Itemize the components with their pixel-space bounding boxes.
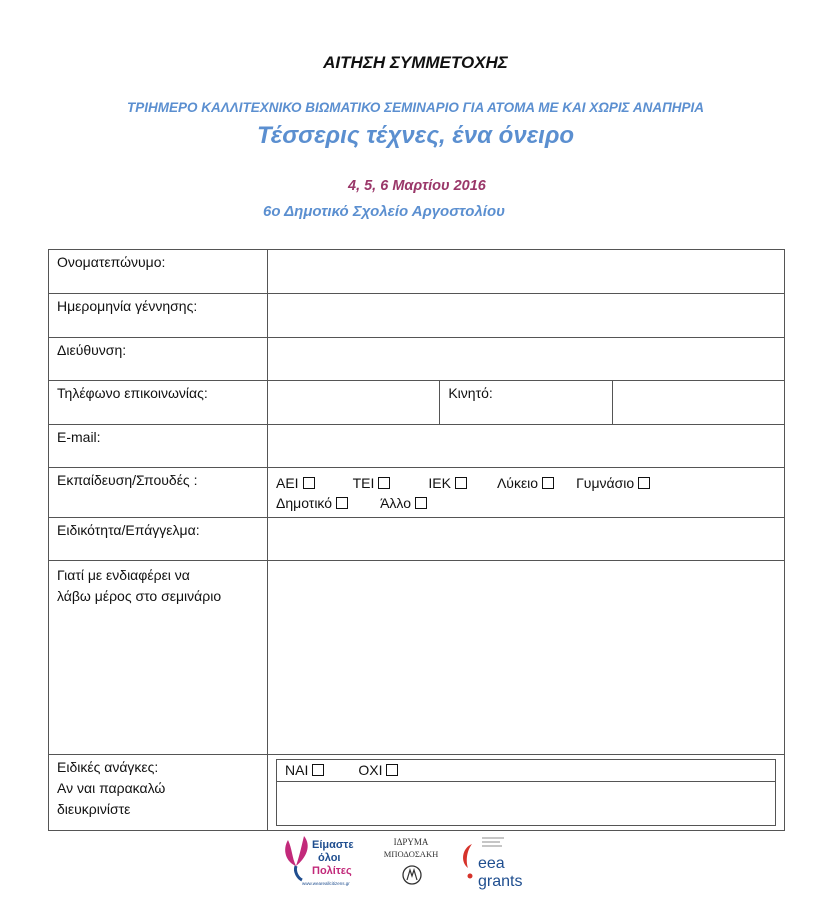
form-row-name bbox=[49, 250, 785, 294]
checkbox-icon[interactable] bbox=[542, 477, 554, 489]
checkbox-icon[interactable] bbox=[378, 477, 390, 489]
name-field[interactable] bbox=[268, 250, 785, 294]
mobile-field[interactable] bbox=[612, 381, 784, 425]
why-label bbox=[49, 561, 268, 755]
why-field[interactable] bbox=[268, 561, 785, 755]
bodossaki-emblem-mark bbox=[407, 870, 417, 880]
sponsor-logos bbox=[282, 832, 544, 892]
checkbox-icon[interactable] bbox=[336, 497, 348, 509]
name-label: Ονοματεπώνυμο: bbox=[49, 250, 268, 294]
citizens-logo-line1: Είμαστε bbox=[312, 839, 354, 851]
bodossaki-logo bbox=[384, 837, 438, 884]
birthdate-field[interactable] bbox=[268, 294, 785, 338]
application-form bbox=[48, 249, 785, 831]
education-option-aei[interactable]: ΑΕΙ bbox=[276, 473, 315, 493]
special-needs-hint-line2: διευκρινίστε bbox=[57, 801, 131, 817]
citizens-logo-line3: Πολίτες bbox=[312, 865, 352, 877]
eea-logo-dot-icon bbox=[468, 874, 473, 879]
why-label-line1: Γιατί με ενδιαφέρει να bbox=[57, 567, 190, 583]
profession-field[interactable] bbox=[268, 518, 785, 561]
special-needs-label-text: Ειδικές ανάγκες: bbox=[57, 759, 159, 775]
checkbox-icon[interactable] bbox=[415, 497, 427, 509]
citizens-logo-url: www.weareallcitizens.gr bbox=[302, 881, 350, 886]
form-row-special-needs bbox=[49, 755, 785, 831]
special-needs-cell bbox=[268, 755, 785, 831]
education-option-lykeio[interactable]: Λύκειο bbox=[497, 473, 554, 493]
checkbox-icon[interactable] bbox=[386, 764, 398, 776]
education-option-allo[interactable]: Άλλο bbox=[380, 493, 427, 513]
special-needs-details-field[interactable] bbox=[277, 782, 776, 826]
eea-logo-line1: eea bbox=[478, 855, 505, 872]
seminar-headline: Τέσσερις τέχνες, ένα όνειρο bbox=[256, 122, 575, 149]
education-option-iek[interactable]: ΙΕΚ bbox=[428, 473, 467, 493]
mobile-label: Κινητό: bbox=[440, 381, 612, 425]
bodossaki-logo-line2: ΜΠΟΔΟΣΑΚΗ bbox=[383, 849, 439, 859]
email-field[interactable] bbox=[268, 425, 785, 468]
special-needs-choices bbox=[277, 760, 776, 782]
form-row-birthdate bbox=[49, 294, 785, 338]
address-field[interactable] bbox=[268, 338, 785, 381]
education-label: Εκπαίδευση/Σπουδές : bbox=[49, 468, 268, 518]
form-row-address bbox=[49, 338, 785, 381]
citizens-logo-right-shape bbox=[296, 836, 308, 866]
special-needs-no[interactable]: ΟΧΙ bbox=[358, 762, 398, 778]
special-needs-hint-line1: Αν ναι παρακαλώ bbox=[57, 780, 166, 796]
special-needs-label bbox=[49, 755, 268, 831]
eea-logo-line2: grants bbox=[478, 873, 523, 890]
education-option-dimotiko[interactable]: Δημοτικό bbox=[276, 493, 348, 513]
checkbox-icon[interactable] bbox=[312, 764, 324, 776]
phone-label: Τηλέφωνο επικοινωνίας: bbox=[49, 381, 268, 425]
checkbox-icon[interactable] bbox=[455, 477, 467, 489]
seminar-dates: 4, 5, 6 Μαρτίου 2016 bbox=[348, 178, 486, 194]
checkbox-icon[interactable] bbox=[303, 477, 315, 489]
form-row-why bbox=[49, 561, 785, 755]
address-label: Διεύθυνση: bbox=[49, 338, 268, 381]
education-option-tei[interactable]: ΤΕΙ bbox=[353, 473, 391, 493]
checkbox-icon[interactable] bbox=[638, 477, 650, 489]
form-row-profession bbox=[49, 518, 785, 561]
email-label: E-mail: bbox=[49, 425, 268, 468]
form-row-education bbox=[49, 468, 785, 518]
citizens-logo-stem bbox=[295, 866, 302, 880]
bodossaki-logo-line1: ΙΔΡΥΜΑ bbox=[393, 837, 429, 847]
education-options bbox=[268, 468, 785, 518]
why-label-line2: λάβω μέρος στο σεμινάριο bbox=[57, 588, 222, 604]
sponsor-logos-svg bbox=[282, 832, 544, 892]
page-title: ΑΙΤΗΣΗ ΣΥΜΜΕΤΟΧΗΣ bbox=[323, 53, 508, 72]
phone-field[interactable] bbox=[268, 381, 440, 425]
eea-logo-swoosh-icon bbox=[463, 844, 472, 868]
special-needs-yes[interactable]: ΝΑΙ bbox=[285, 762, 324, 778]
citizens-logo bbox=[285, 836, 354, 886]
citizens-logo-left-shape bbox=[285, 840, 296, 866]
education-option-gymnasio[interactable]: Γυμνάσιο bbox=[576, 473, 650, 493]
special-needs-inner bbox=[276, 759, 776, 826]
citizens-logo-line2: όλοι bbox=[318, 852, 341, 864]
birthdate-label: Ημερομηνία γέννησης: bbox=[49, 294, 268, 338]
seminar-venue: 6ο Δημοτικό Σχολείο Αργοστολίου bbox=[263, 203, 505, 220]
profession-label: Ειδικότητα/Επάγγελμα: bbox=[49, 518, 268, 561]
seminar-subtitle: ΤΡΙΗΜΕΡΟ ΚΑΛΛΙΤΕΧΝΙΚΟ ΒΙΩΜΑΤΙΚΟ ΣΕΜΙΝΑΡΙΟ ΓΙΑ ΑΤΟΜΑ ΜΕ ΚΑΙ ΧΩΡΙΣ ΑΝΑΠΗΡΙΑ bbox=[126, 100, 705, 115]
form-row-phone bbox=[49, 381, 785, 425]
eea-grants-logo bbox=[463, 838, 522, 890]
form-row-email bbox=[49, 425, 785, 468]
